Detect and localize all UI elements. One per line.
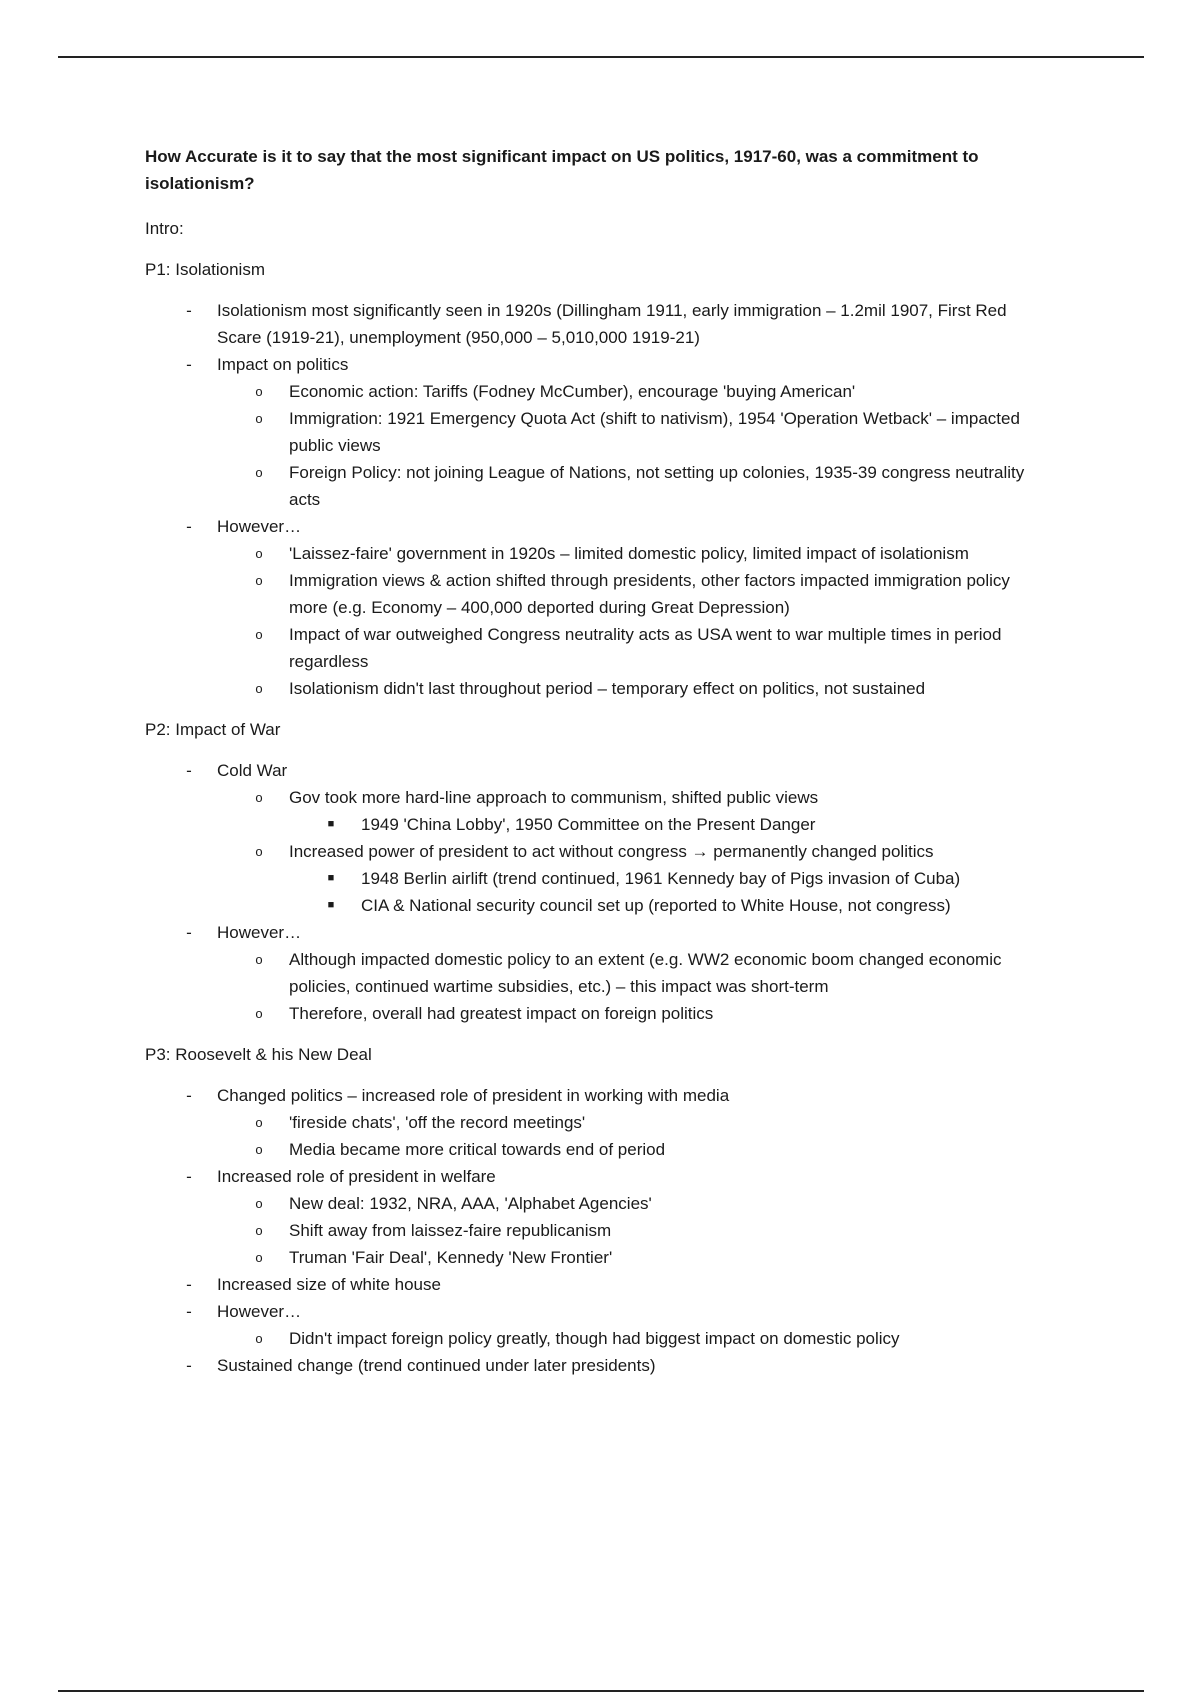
item-text: Foreign Policy: not joining League of Nations, not setting up colonies, 1935-39 congress neutrality acts bbox=[289, 463, 1025, 509]
sub-list-item bbox=[217, 567, 1045, 621]
circle-bullet-icon: o bbox=[255, 1223, 263, 1238]
dash-bullet-icon: - bbox=[186, 301, 192, 320]
item-text: Isolationism most significantly seen in 1920s (Dillingham 1911, early immigration – 1.2mil 1907, First Red Scare (1919-21), unemployment (950,000 – 5,010,000 1919-21) bbox=[217, 301, 1007, 347]
item-text: Therefore, overall had greatest impact on foreign politics bbox=[289, 1004, 714, 1023]
bullet-list bbox=[145, 1082, 1045, 1379]
sub-list bbox=[217, 946, 1045, 1027]
sub-list-item bbox=[217, 1000, 1045, 1027]
bottom-rule bbox=[58, 1690, 1144, 1692]
square-bullet-icon: ■ bbox=[327, 818, 335, 830]
item-text: 'Laissez-faire' government in 1920s – limited domestic policy, limited impact of isolationism bbox=[289, 544, 969, 563]
circle-bullet-icon: o bbox=[255, 1006, 263, 1021]
sub-list bbox=[217, 784, 1045, 919]
item-text: New deal: 1932, NRA, AAA, 'Alphabet Agencies' bbox=[289, 1194, 652, 1213]
circle-bullet-icon: o bbox=[255, 1250, 263, 1265]
item-text: Although impacted domestic policy to an extent (e.g. WW2 economic boom changed economic policies, continued wartime subsidies, etc.) – this impact was short-term bbox=[289, 950, 1002, 996]
document-title: How Accurate is it to say that the most significant impact on US politics, 1917-60, was a commitment to isolationism? bbox=[145, 147, 979, 193]
sub-list bbox=[217, 1325, 1045, 1352]
sub-list-item bbox=[217, 378, 1045, 405]
list-item bbox=[145, 1352, 1045, 1379]
sub-list-item bbox=[217, 675, 1045, 702]
sub-list-item bbox=[217, 946, 1045, 1000]
sub-list-item bbox=[217, 1217, 1045, 1244]
list-item bbox=[145, 1082, 1045, 1163]
item-text: Cold War bbox=[217, 761, 288, 780]
sub-sub-list-item bbox=[289, 865, 1045, 892]
item-text: Impact of war outweighed Congress neutrality acts as USA went to war multiple times in period regardless bbox=[289, 625, 1002, 671]
item-text: Immigration: 1921 Emergency Quota Act (shift to nativism), 1954 'Operation Wetback' – impacted public views bbox=[289, 409, 1020, 455]
dash-bullet-icon: - bbox=[186, 923, 192, 942]
item-text: Sustained change (trend continued under later presidents) bbox=[217, 1356, 656, 1375]
item-text: Didn't impact foreign policy greatly, though had biggest impact on domestic policy bbox=[289, 1329, 900, 1348]
sub-list bbox=[217, 1109, 1045, 1163]
sub-list-item bbox=[217, 838, 1045, 919]
circle-bullet-icon: o bbox=[255, 411, 263, 426]
dash-bullet-icon: - bbox=[186, 1167, 192, 1186]
item-text: Economic action: Tariffs (Fodney McCumber), encourage 'buying American' bbox=[289, 382, 856, 401]
sub-list-item bbox=[217, 405, 1045, 459]
section-heading: P3: Roosevelt & his New Deal bbox=[145, 1045, 372, 1064]
dash-bullet-icon: - bbox=[186, 1356, 192, 1375]
dash-bullet-icon: - bbox=[186, 1086, 192, 1105]
list-item bbox=[145, 297, 1045, 351]
sub-list-item bbox=[217, 1109, 1045, 1136]
circle-bullet-icon: o bbox=[255, 1142, 263, 1157]
document-body bbox=[145, 143, 1045, 1393]
item-text: 'fireside chats', 'off the record meetings' bbox=[289, 1113, 586, 1132]
document-sections bbox=[145, 215, 1045, 1379]
sub-list-item bbox=[217, 621, 1045, 675]
sub-list bbox=[217, 1190, 1045, 1271]
sub-list-item bbox=[217, 1190, 1045, 1217]
circle-bullet-icon: o bbox=[255, 844, 263, 859]
sub-list-item bbox=[217, 1325, 1045, 1352]
circle-bullet-icon: o bbox=[255, 1115, 263, 1130]
circle-bullet-icon: o bbox=[255, 790, 263, 805]
circle-bullet-icon: o bbox=[255, 681, 263, 696]
sub-list-item bbox=[217, 1244, 1045, 1271]
dash-bullet-icon: - bbox=[186, 1275, 192, 1294]
circle-bullet-icon: o bbox=[255, 627, 263, 642]
list-item bbox=[145, 351, 1045, 513]
circle-bullet-icon: o bbox=[255, 1331, 263, 1346]
dash-bullet-icon: - bbox=[186, 761, 192, 780]
item-text: However… bbox=[217, 1302, 302, 1321]
item-text: CIA & National security council set up (reported to White House, not congress) bbox=[361, 896, 951, 915]
circle-bullet-icon: o bbox=[255, 1196, 263, 1211]
sub-sub-list bbox=[289, 865, 1045, 919]
dash-bullet-icon: - bbox=[186, 1302, 192, 1321]
list-item bbox=[145, 513, 1045, 702]
circle-bullet-icon: o bbox=[255, 546, 263, 561]
item-text: Isolationism didn't last throughout period – temporary effect on politics, not sustained bbox=[289, 679, 926, 698]
item-text: Shift away from laissez-faire republicanism bbox=[289, 1221, 612, 1240]
item-text: Media became more critical towards end of period bbox=[289, 1140, 666, 1159]
list-item bbox=[145, 919, 1045, 1027]
sub-sub-list-item bbox=[289, 892, 1045, 919]
sub-sub-list-item bbox=[289, 811, 1045, 838]
section-heading: Intro: bbox=[145, 219, 184, 238]
sub-list bbox=[217, 540, 1045, 702]
item-text: Immigration views & action shifted through presidents, other factors impacted immigration policy more (e.g. Economy – 400,000 deported during Great Depression) bbox=[289, 571, 1010, 617]
item-text: Increased power of president to act without congress → permanently changed politics bbox=[289, 842, 934, 861]
sub-list bbox=[217, 378, 1045, 513]
circle-bullet-icon: o bbox=[255, 573, 263, 588]
square-bullet-icon: ■ bbox=[327, 899, 335, 911]
section-heading: P2: Impact of War bbox=[145, 720, 281, 739]
square-bullet-icon: ■ bbox=[327, 872, 335, 884]
sub-sub-list bbox=[289, 811, 1045, 838]
sub-list-item bbox=[217, 459, 1045, 513]
dash-bullet-icon: - bbox=[186, 517, 192, 536]
dash-bullet-icon: - bbox=[186, 355, 192, 374]
sub-list-item bbox=[217, 1136, 1045, 1163]
top-rule bbox=[58, 56, 1144, 58]
item-text: However… bbox=[217, 517, 302, 536]
list-item bbox=[145, 757, 1045, 919]
item-text: Increased role of president in welfare bbox=[217, 1167, 496, 1186]
circle-bullet-icon: o bbox=[255, 465, 263, 480]
bullet-list bbox=[145, 757, 1045, 1027]
bullet-list bbox=[145, 297, 1045, 702]
list-item bbox=[145, 1163, 1045, 1271]
item-text: 1949 'China Lobby', 1950 Committee on the Present Danger bbox=[361, 815, 816, 834]
item-text: Gov took more hard-line approach to communism, shifted public views bbox=[289, 788, 819, 807]
sub-list-item bbox=[217, 540, 1045, 567]
item-text: However… bbox=[217, 923, 302, 942]
item-text: Truman 'Fair Deal', Kennedy 'New Frontier' bbox=[289, 1248, 613, 1267]
item-text: 1948 Berlin airlift (trend continued, 1961 Kennedy bay of Pigs invasion of Cuba) bbox=[361, 869, 961, 888]
item-text: Impact on politics bbox=[217, 355, 349, 374]
item-text: Increased size of white house bbox=[217, 1275, 441, 1294]
section-heading: P1: Isolationism bbox=[145, 260, 265, 279]
list-item bbox=[145, 1298, 1045, 1352]
circle-bullet-icon: o bbox=[255, 952, 263, 967]
circle-bullet-icon: o bbox=[255, 384, 263, 399]
sub-list-item bbox=[217, 784, 1045, 838]
item-text: Changed politics – increased role of president in working with media bbox=[217, 1086, 730, 1105]
list-item bbox=[145, 1271, 1045, 1298]
